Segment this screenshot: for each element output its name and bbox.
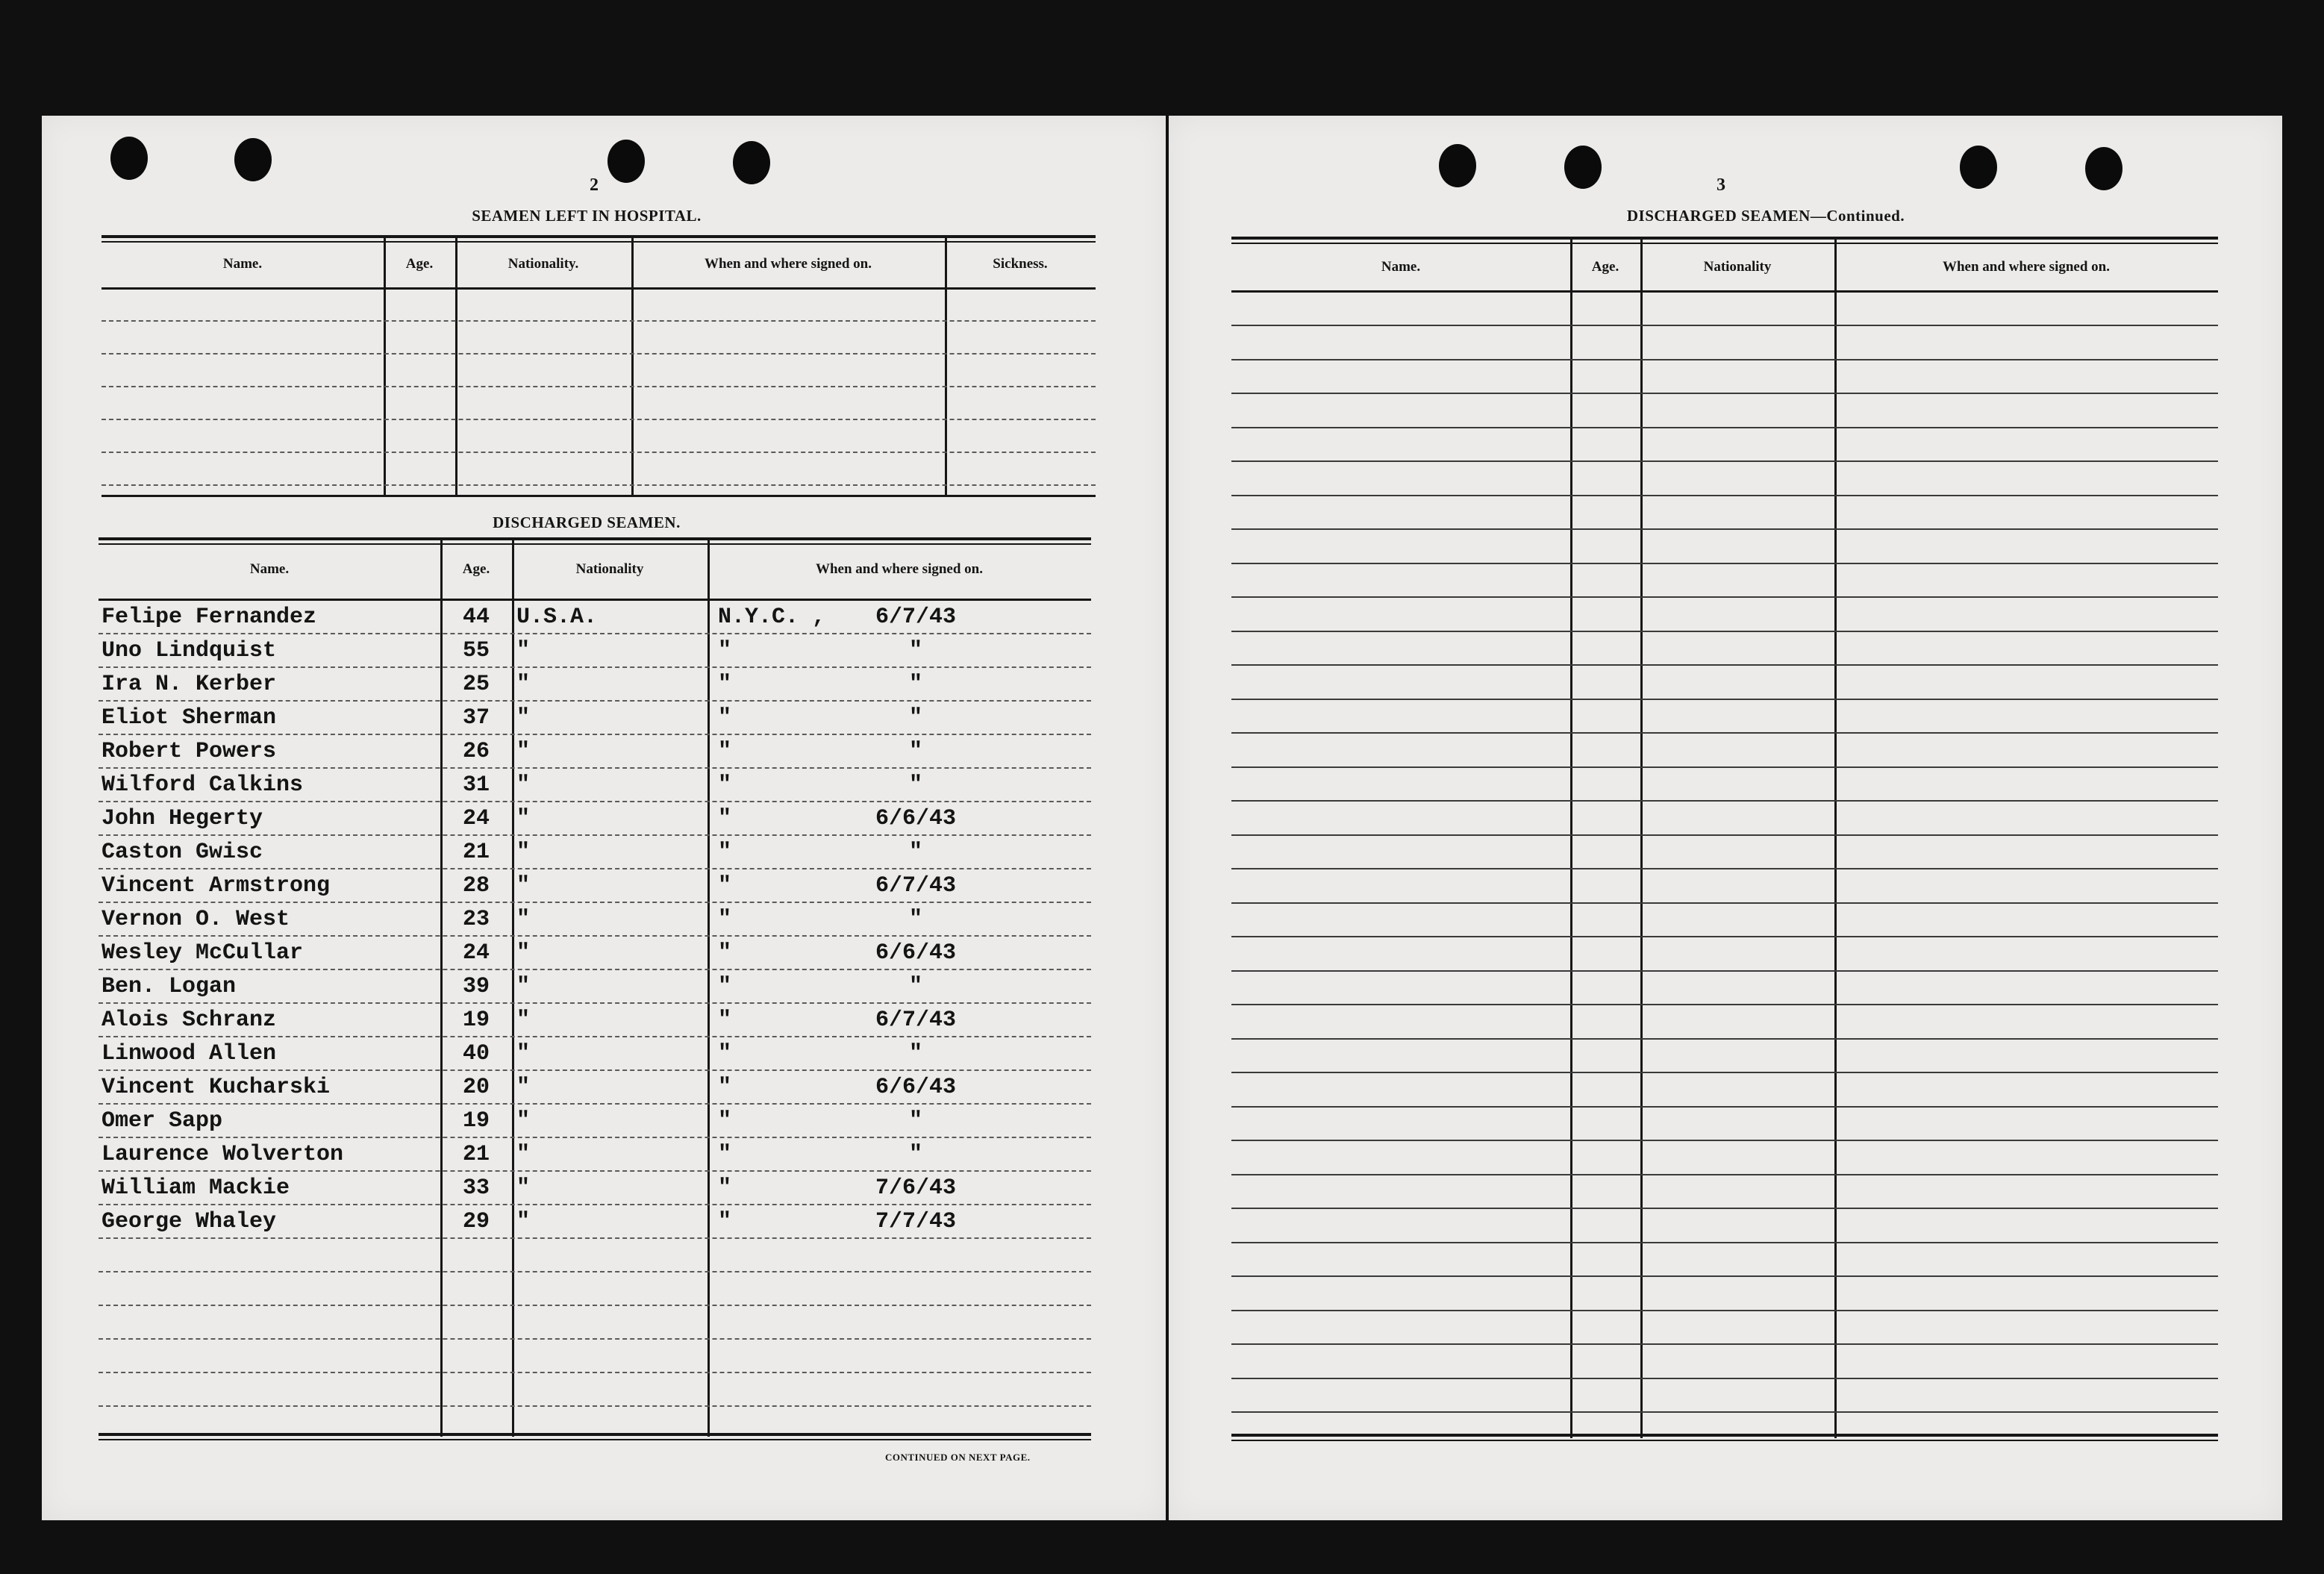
table-row bbox=[99, 1308, 1091, 1338]
col-header-name: Name. bbox=[249, 561, 290, 577]
ruled-line bbox=[1231, 359, 2218, 360]
cell-nationality: " bbox=[516, 1108, 531, 1134]
ruled-line bbox=[1231, 1208, 2218, 1209]
col-header-signed-on: When and where signed on. bbox=[1942, 259, 2110, 275]
cell-name: Omer Sapp bbox=[101, 1108, 223, 1134]
ruled-line bbox=[1231, 563, 2218, 564]
table-row bbox=[99, 670, 1091, 700]
cell-name: William Mackie bbox=[101, 1175, 290, 1201]
left-page bbox=[42, 116, 1166, 1520]
punch-hole bbox=[110, 137, 148, 180]
cell-place: N.Y.C. , bbox=[718, 605, 826, 630]
cell-name: Ira N. Kerber bbox=[101, 672, 277, 697]
ruled-line bbox=[1231, 699, 2218, 700]
col-header-name: Name. bbox=[222, 256, 263, 272]
cell-place: " bbox=[718, 638, 732, 663]
ruled-line bbox=[1231, 1343, 2218, 1345]
table-row bbox=[99, 872, 1091, 902]
cell-nationality: " bbox=[516, 873, 531, 899]
cell-name: Wilford Calkins bbox=[101, 772, 304, 798]
cell-date: 6/7/43 bbox=[875, 605, 957, 630]
table-row bbox=[99, 905, 1091, 935]
cell-name: Vernon O. West bbox=[101, 907, 290, 932]
cell-date: " bbox=[908, 840, 922, 865]
table-row bbox=[99, 805, 1091, 834]
cell-nationality: " bbox=[516, 1142, 531, 1167]
cell-nationality: " bbox=[516, 1008, 531, 1033]
ruled-line bbox=[1231, 528, 2218, 530]
cell-age: 24 bbox=[462, 940, 490, 966]
table-row bbox=[99, 737, 1091, 767]
discharged-continued-table bbox=[1231, 237, 2218, 1565]
cell-date: " bbox=[908, 1041, 922, 1066]
punch-hole bbox=[1960, 146, 1997, 189]
table-row bbox=[99, 1275, 1091, 1305]
cell-place: " bbox=[718, 672, 732, 697]
table-row bbox=[99, 771, 1091, 801]
cell-age: 23 bbox=[462, 907, 490, 932]
cell-date: " bbox=[908, 772, 922, 798]
table-row bbox=[99, 1040, 1091, 1069]
cell-place: " bbox=[718, 1142, 732, 1167]
ruled-line bbox=[1231, 1310, 2218, 1311]
discharged-section-title: DISCHARGED SEAMEN. bbox=[493, 513, 681, 531]
ruled-line bbox=[1231, 1275, 2218, 1277]
cell-date: " bbox=[908, 1142, 922, 1167]
table-row bbox=[99, 1006, 1091, 1036]
cell-nationality: " bbox=[516, 638, 531, 663]
punch-hole bbox=[234, 138, 272, 181]
cell-date: 6/6/43 bbox=[875, 806, 957, 831]
col-header-age: Age. bbox=[405, 256, 434, 272]
cell-age: 28 bbox=[462, 873, 490, 899]
page-number: 2 bbox=[590, 175, 599, 195]
table-row bbox=[99, 1073, 1091, 1103]
cell-place: " bbox=[718, 1041, 732, 1066]
cell-date: " bbox=[908, 907, 922, 932]
cell-age: 39 bbox=[462, 974, 490, 999]
ruled-line bbox=[1231, 1174, 2218, 1175]
cell-nationality: " bbox=[516, 1175, 531, 1201]
col-header-nationality: Nationality bbox=[575, 561, 644, 577]
cell-name: Vincent Kucharski bbox=[101, 1075, 331, 1100]
cell-nationality: " bbox=[516, 1075, 531, 1100]
cell-age: 25 bbox=[462, 672, 490, 697]
cell-nationality: " bbox=[516, 940, 531, 966]
ruled-line bbox=[1231, 393, 2218, 394]
ruled-line bbox=[1231, 1140, 2218, 1141]
ruled-line bbox=[1231, 1411, 2218, 1413]
cell-date: 6/7/43 bbox=[875, 1008, 957, 1033]
table-row bbox=[99, 1241, 1091, 1271]
cell-nationality: " bbox=[516, 1209, 531, 1234]
ruled-line bbox=[1231, 1004, 2218, 1005]
cell-name: George Whaley bbox=[101, 1209, 277, 1234]
cell-nationality: " bbox=[516, 739, 531, 764]
cell-date: " bbox=[908, 672, 922, 697]
discharged-table bbox=[99, 537, 1091, 1455]
table-row bbox=[99, 1174, 1091, 1204]
ruled-line bbox=[1231, 1038, 2218, 1040]
cell-place: " bbox=[718, 1075, 732, 1100]
ruled-line bbox=[1231, 936, 2218, 937]
cell-nationality: " bbox=[516, 840, 531, 865]
col-header-signed-on: When and where signed on. bbox=[704, 256, 872, 272]
cell-place: " bbox=[718, 705, 732, 731]
cell-date: 6/7/43 bbox=[875, 873, 957, 899]
ruled-line bbox=[1231, 732, 2218, 734]
ruled-line bbox=[1231, 1106, 2218, 1108]
cell-date: 6/6/43 bbox=[875, 940, 957, 966]
cell-place: " bbox=[718, 739, 732, 764]
cell-place: " bbox=[718, 840, 732, 865]
cell-date: " bbox=[908, 638, 922, 663]
table-row bbox=[99, 972, 1091, 1002]
ruled-line bbox=[1231, 1378, 2218, 1379]
punch-hole bbox=[1439, 144, 1476, 187]
right-page bbox=[1169, 116, 2282, 1520]
table-row bbox=[99, 603, 1091, 633]
ruled-line bbox=[1231, 902, 2218, 904]
col-header-signed-on: When and where signed on. bbox=[815, 561, 983, 577]
cell-place: " bbox=[718, 806, 732, 831]
ruled-line bbox=[1231, 834, 2218, 836]
cell-age: 20 bbox=[462, 1075, 490, 1100]
cell-place: " bbox=[718, 772, 732, 798]
ruled-line bbox=[1231, 325, 2218, 326]
cell-age: 29 bbox=[462, 1209, 490, 1234]
cell-nationality: U.S.A. bbox=[516, 605, 598, 630]
cell-name: Wesley McCullar bbox=[101, 940, 304, 966]
cell-name: Ben. Logan bbox=[101, 974, 237, 999]
cell-age: 19 bbox=[462, 1108, 490, 1134]
punch-hole bbox=[733, 141, 770, 184]
cell-age: 55 bbox=[462, 638, 490, 663]
cell-date: 7/7/43 bbox=[875, 1209, 957, 1234]
col-header-age: Age. bbox=[462, 561, 490, 577]
table-row bbox=[99, 838, 1091, 868]
cell-place: " bbox=[718, 940, 732, 966]
cell-date: " bbox=[908, 739, 922, 764]
ruled-line bbox=[1231, 664, 2218, 666]
cell-age: 33 bbox=[462, 1175, 490, 1201]
cell-nationality: " bbox=[516, 672, 531, 697]
cell-name: Laurence Wolverton bbox=[101, 1142, 344, 1167]
cell-place: " bbox=[718, 1209, 732, 1234]
ruled-line bbox=[1231, 631, 2218, 632]
cell-name: Alois Schranz bbox=[101, 1008, 277, 1033]
cell-nationality: " bbox=[516, 772, 531, 798]
cell-date: 6/6/43 bbox=[875, 1075, 957, 1100]
cell-date: " bbox=[908, 705, 922, 731]
table-row bbox=[99, 1342, 1091, 1372]
col-header-nationality: Nationality. bbox=[507, 256, 579, 272]
punch-hole bbox=[1564, 146, 1602, 189]
ruled-line bbox=[1231, 596, 2218, 598]
ruled-line bbox=[1231, 800, 2218, 802]
cell-age: 19 bbox=[462, 1008, 490, 1033]
ruled-line bbox=[1231, 766, 2218, 768]
cell-age: 24 bbox=[462, 806, 490, 831]
table-row bbox=[99, 939, 1091, 969]
cell-age: 31 bbox=[462, 772, 490, 798]
cell-nationality: " bbox=[516, 806, 531, 831]
cell-age: 40 bbox=[462, 1041, 490, 1066]
cell-name: Linwood Allen bbox=[101, 1041, 277, 1066]
table-row bbox=[99, 1208, 1091, 1237]
table-row bbox=[99, 704, 1091, 734]
cell-date: 7/6/43 bbox=[875, 1175, 957, 1201]
table-row bbox=[99, 1140, 1091, 1170]
cell-name: John Hegerty bbox=[101, 806, 263, 831]
continued-note: CONTINUED ON NEXT PAGE. bbox=[885, 1452, 1031, 1463]
cell-place: " bbox=[718, 1108, 732, 1134]
cell-name: Felipe Fernandez bbox=[101, 605, 317, 630]
cell-place: " bbox=[718, 974, 732, 999]
table-row bbox=[99, 637, 1091, 666]
cell-place: " bbox=[718, 1175, 732, 1201]
col-header-nationality: Nationality bbox=[1703, 259, 1772, 275]
cell-age: 21 bbox=[462, 1142, 490, 1167]
cell-age: 26 bbox=[462, 739, 490, 764]
cell-age: 44 bbox=[462, 605, 490, 630]
cell-age: 21 bbox=[462, 840, 490, 865]
ruled-line bbox=[1231, 495, 2218, 496]
col-header-age: Age. bbox=[1591, 259, 1619, 275]
cell-name: Vincent Armstrong bbox=[101, 873, 331, 899]
cell-nationality: " bbox=[516, 1041, 531, 1066]
table-row bbox=[99, 1107, 1091, 1137]
cell-place: " bbox=[718, 1008, 732, 1033]
col-header-name: Name. bbox=[1381, 259, 1421, 275]
table-row bbox=[99, 1375, 1091, 1405]
hospital-section-title: SEAMEN LEFT IN HOSPITAL. bbox=[472, 207, 702, 225]
cell-place: " bbox=[718, 907, 732, 932]
cell-nationality: " bbox=[516, 705, 531, 731]
cell-name: Eliot Sherman bbox=[101, 705, 277, 731]
punch-hole bbox=[2085, 147, 2122, 190]
cell-place: " bbox=[718, 873, 732, 899]
ruled-line bbox=[1231, 970, 2218, 972]
cell-nationality: " bbox=[516, 907, 531, 932]
cell-name: Uno Lindquist bbox=[101, 638, 277, 663]
ruled-line bbox=[1231, 1072, 2218, 1073]
cell-age: 37 bbox=[462, 705, 490, 731]
ruled-line bbox=[1231, 868, 2218, 869]
ruled-line bbox=[1231, 460, 2218, 462]
cell-name: Robert Powers bbox=[101, 739, 277, 764]
cell-nationality: " bbox=[516, 974, 531, 999]
right-section-title: DISCHARGED SEAMEN—Continued. bbox=[1626, 207, 1905, 225]
ruled-line bbox=[1231, 1242, 2218, 1243]
cell-date: " bbox=[908, 974, 922, 999]
cell-date: " bbox=[908, 1108, 922, 1134]
ruled-line bbox=[1231, 427, 2218, 428]
page-number: 3 bbox=[1717, 175, 1725, 195]
cell-name: Caston Gwisc bbox=[101, 840, 263, 865]
col-header-sickness: Sickness. bbox=[993, 256, 1048, 272]
